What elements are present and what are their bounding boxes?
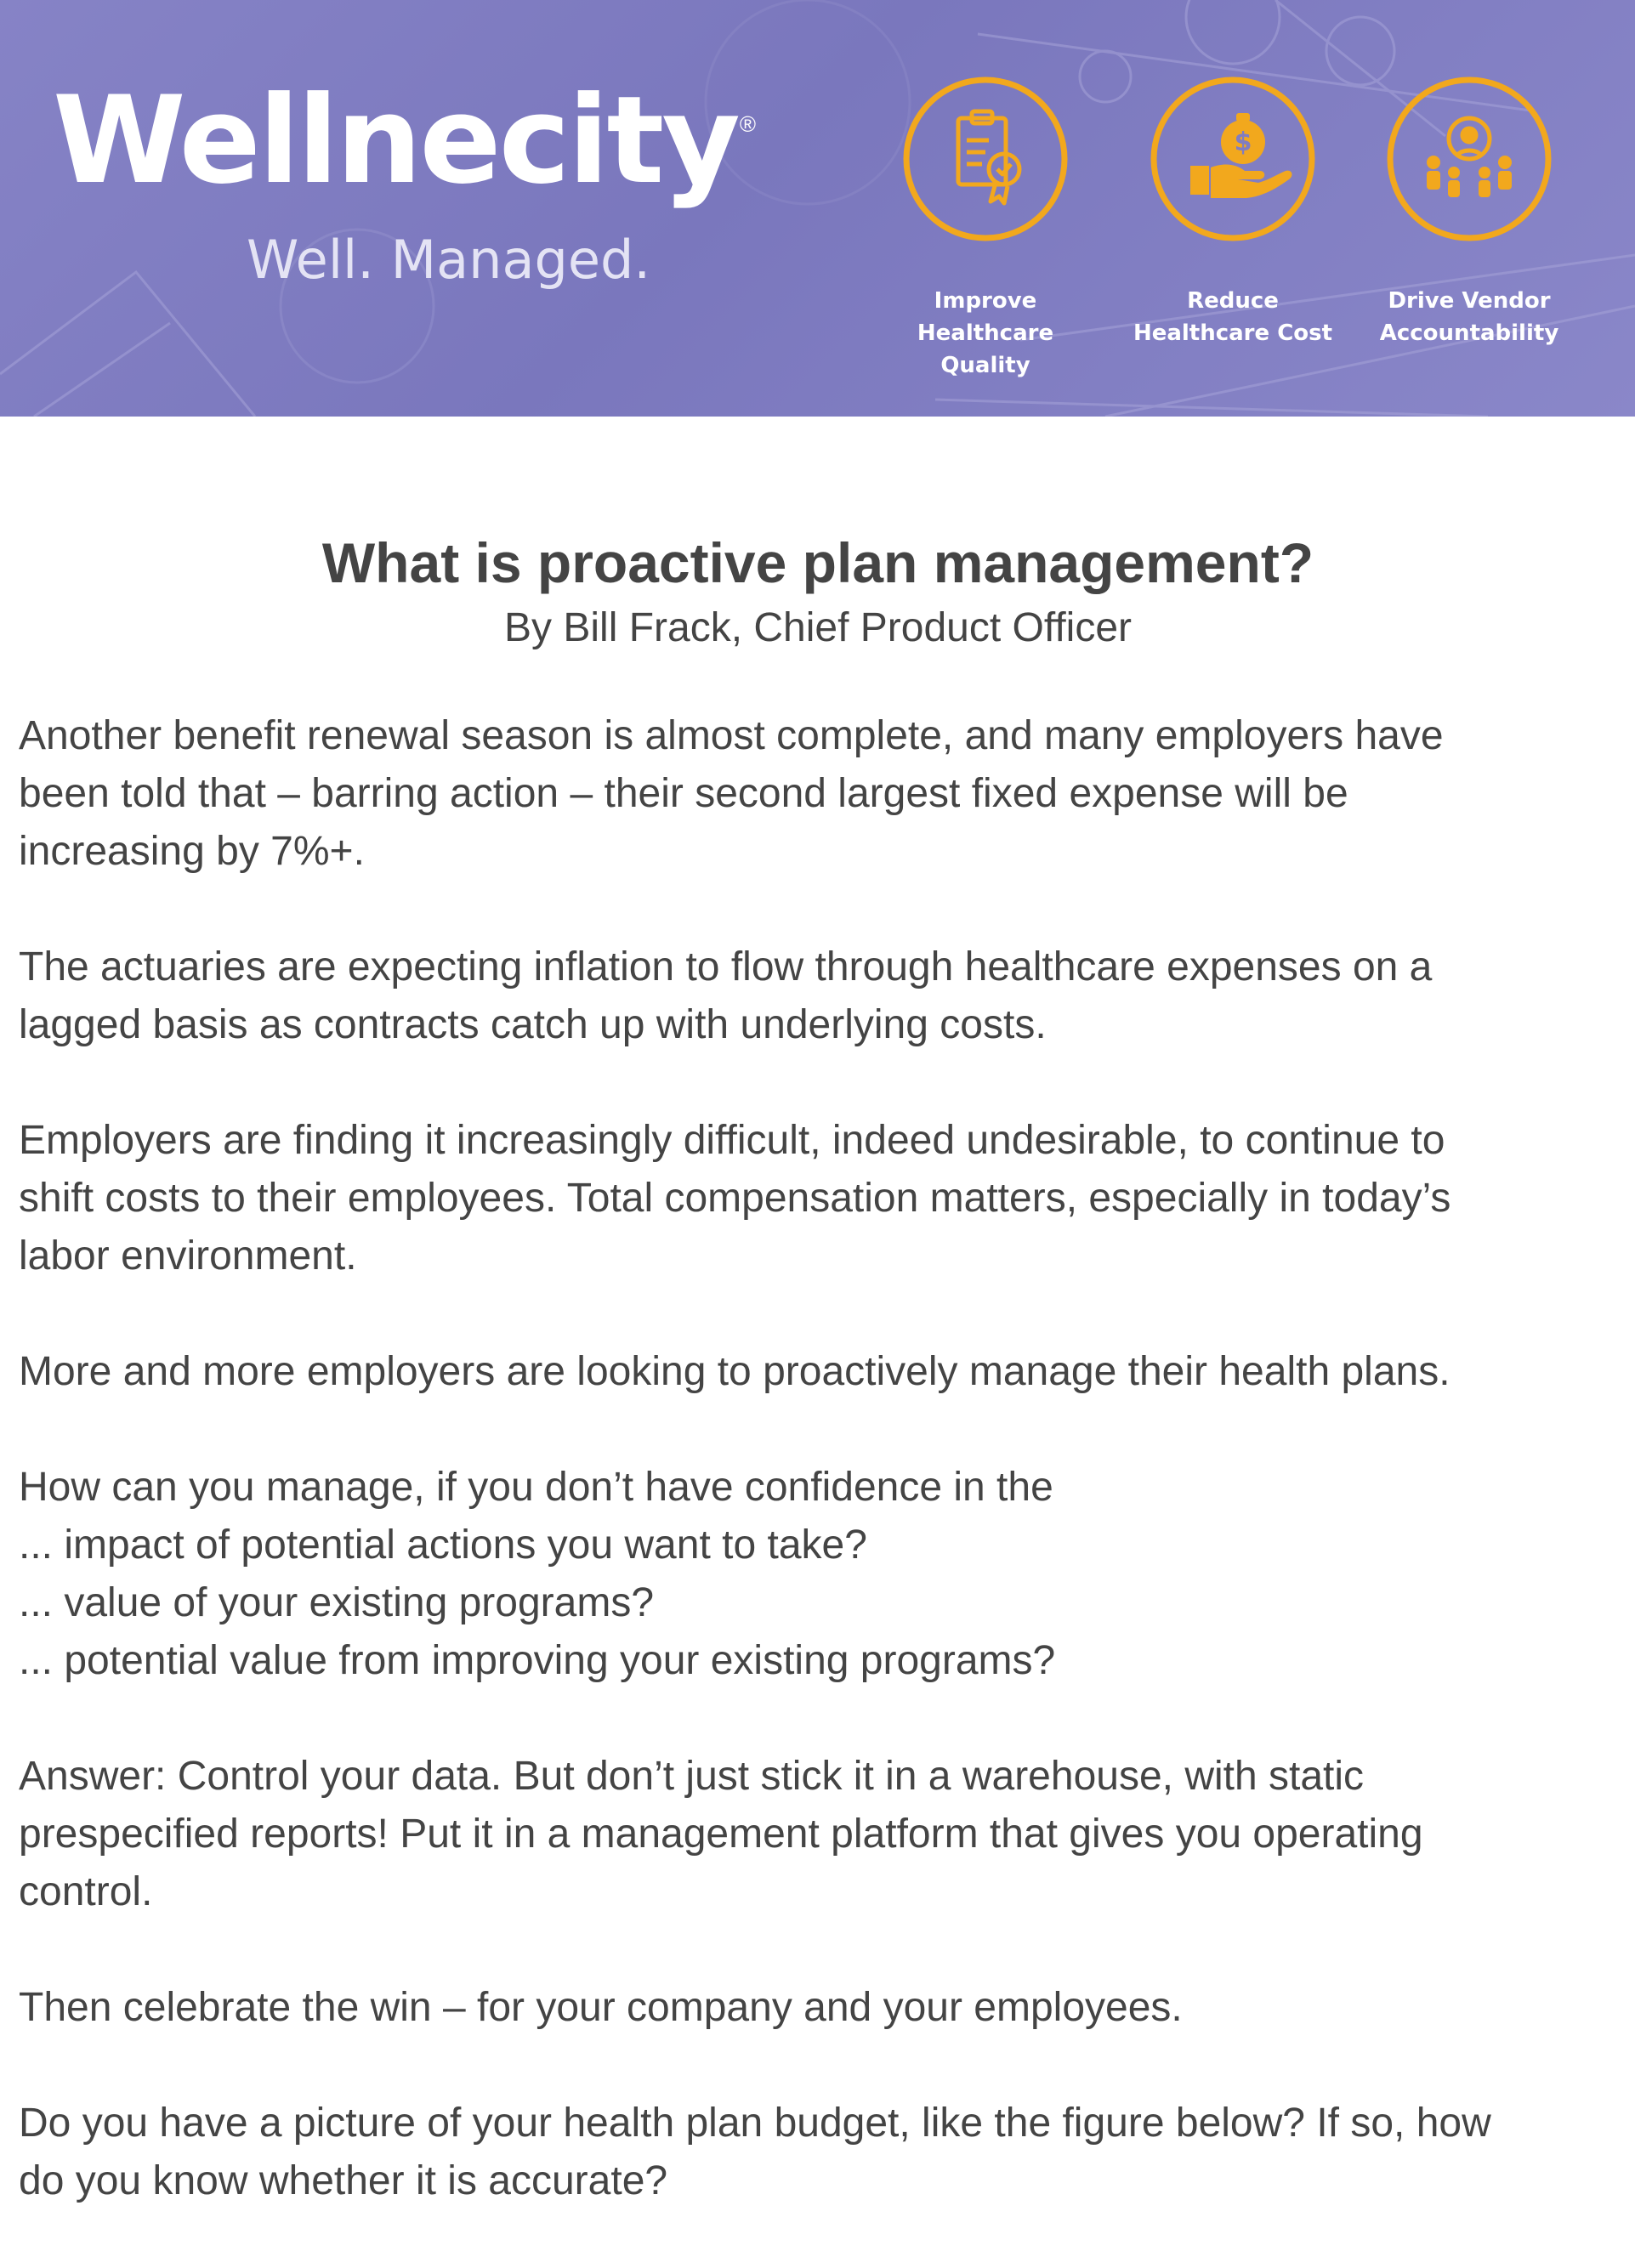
brand-logo xyxy=(53,71,757,211)
svg-text:$: $ xyxy=(1234,128,1252,157)
paragraph-line: shift costs to their employees. Total compensation matters, especially in today’s xyxy=(19,1176,1451,1221)
paragraph-line: Another benefit renewal season is almost complete, and many employers have xyxy=(19,713,1444,758)
paragraph xyxy=(19,1112,1617,1285)
paragraph xyxy=(19,938,1617,1054)
brand-name: Wellnecity xyxy=(53,71,738,211)
paragraph-line: control. xyxy=(19,1869,153,1914)
article-title: What is proactive plan management? xyxy=(321,531,1314,594)
paragraph-line: ... value of your existing programs? xyxy=(19,1580,655,1625)
pillar-label: Drive Vendor Accountability xyxy=(1379,288,1559,346)
paragraph-line: How can you manage, if you don’t have confidence in the xyxy=(19,1465,1053,1510)
paragraph-line: labor environment. xyxy=(19,1233,357,1279)
paragraph-line: prespecified reports! Put it in a management platform that gives you operating xyxy=(19,1812,1423,1857)
paragraph xyxy=(19,1343,1617,1401)
paragraph-line: The actuaries are expecting inflation to flow through healthcare expenses on a xyxy=(19,944,1433,989)
pillar-label: Reduce Healthcare Cost xyxy=(1133,288,1333,346)
clipboard-quality-icon xyxy=(900,74,1070,244)
article xyxy=(19,527,1617,2268)
pillar-reduce-cost xyxy=(1131,74,1335,349)
paragraph-line: Answer: Control your data. But don’t just stick it in a warehouse, with static xyxy=(19,1754,1365,1799)
paragraph-line: been told that – barring action – their second largest fixed expense will be xyxy=(19,771,1348,816)
brand-tagline: Well. Managed. xyxy=(247,229,651,291)
hand-dollar-icon xyxy=(1148,74,1318,244)
paragraph xyxy=(19,2095,1617,2210)
people-accountability-icon xyxy=(1384,74,1554,244)
paragraph-line: increasing by 7%+. xyxy=(19,829,365,874)
pillar-improve-quality xyxy=(883,74,1087,382)
paragraph-line: Employers are finding it increasingly difficult, indeed undesirable, to continue to xyxy=(19,1118,1445,1163)
paragraph-line: do you know whether it is accurate? xyxy=(19,2158,668,2203)
pillar-vendor-accountability xyxy=(1367,74,1571,349)
registered-mark: ® xyxy=(739,111,757,137)
paragraph-line: Then celebrate the win – for your company and your employees. xyxy=(19,1985,1183,2030)
paragraph xyxy=(19,1459,1617,1690)
paragraph xyxy=(19,1748,1617,1921)
paragraph-line: More and more employers are looking to proactively manage their health plans. xyxy=(19,1349,1450,1394)
paragraph-line: Do you have a picture of your health plan budget, like the figure below? If so, how xyxy=(19,2101,1491,2146)
pillar-label: Improve Healthcare Quality xyxy=(917,288,1054,378)
article-byline: By Bill Frack, Chief Product Officer xyxy=(504,605,1132,650)
paragraph-line: ... potential value from improving your existing programs? xyxy=(19,1638,1056,1683)
article-body xyxy=(19,707,1617,2210)
paragraph-line: ... impact of potential actions you want to take? xyxy=(19,1522,867,1568)
paragraph-line: lagged basis as contracts catch up with underlying costs. xyxy=(19,1002,1047,1047)
paragraph xyxy=(19,707,1617,881)
header-banner xyxy=(0,0,1635,417)
paragraph xyxy=(19,1979,1617,2037)
